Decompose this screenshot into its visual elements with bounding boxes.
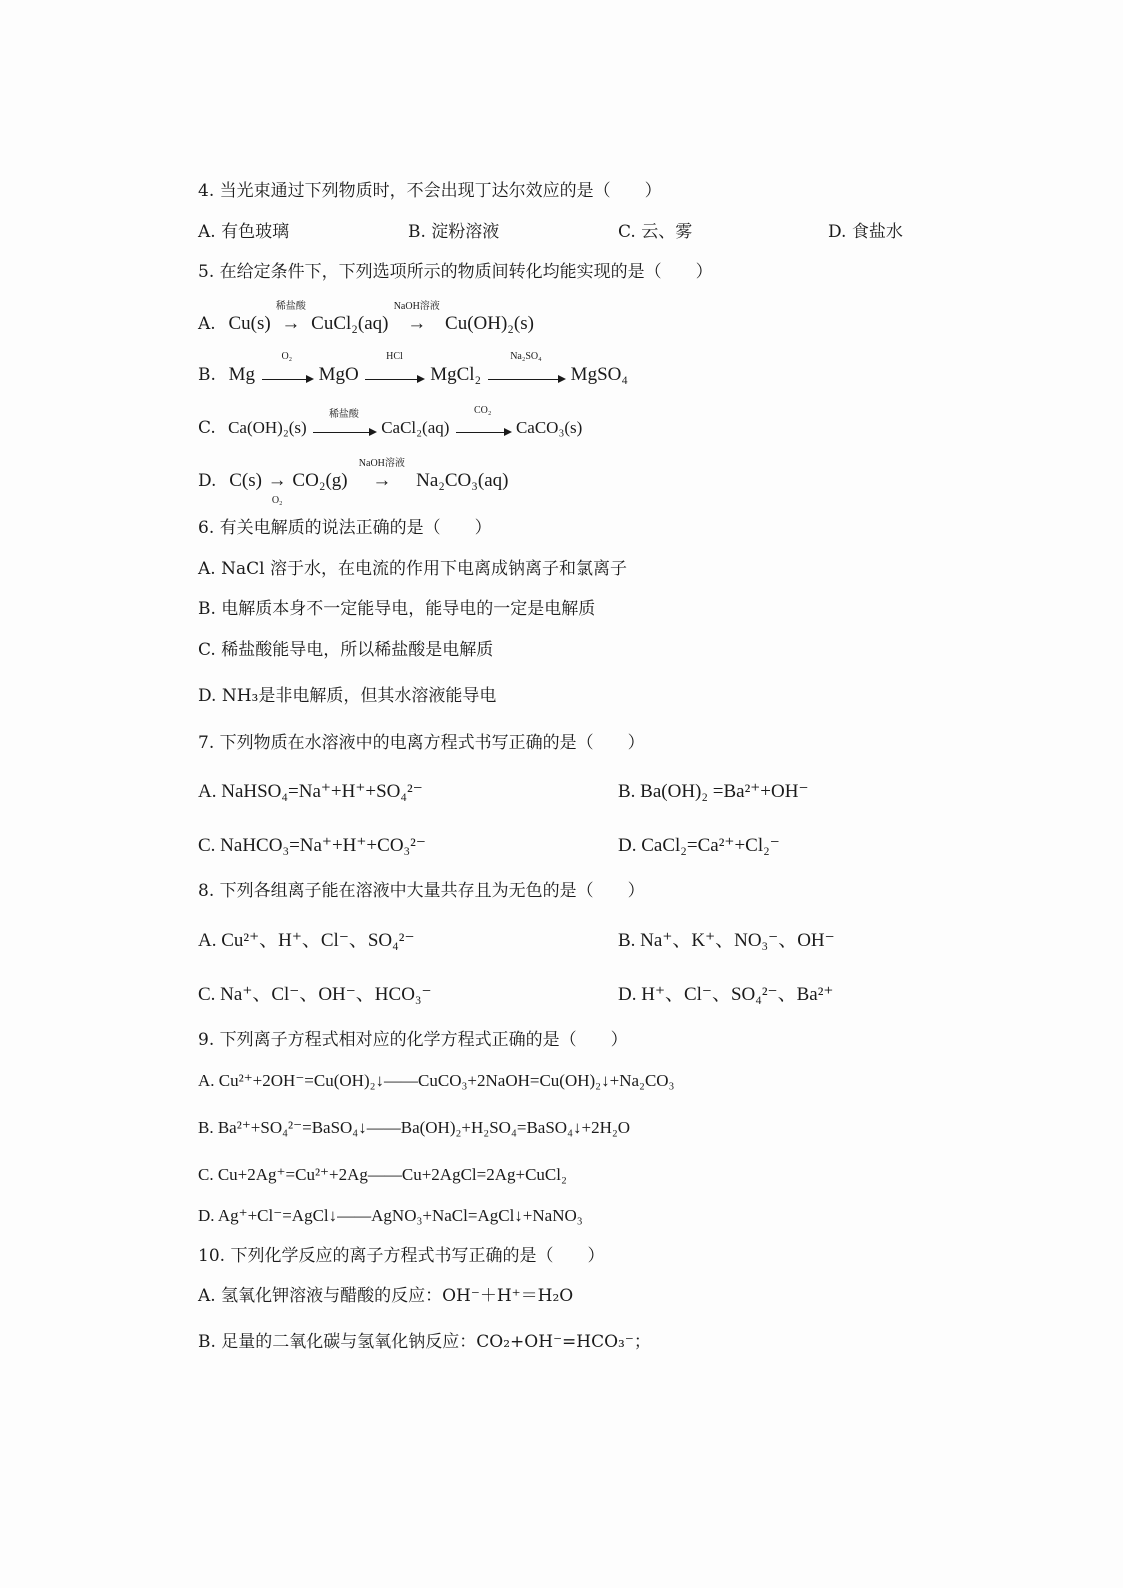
question-5-stem: 5. 在给定条件下，下列选项所示的物质间转化均能实现的是（ ） [198, 262, 713, 282]
q7-option-b: B. Ba(OH)₂ =Ba²⁺+OH⁻ [618, 781, 809, 802]
q7-option-d: D. CaCl₂=Ca²⁺+Cl₂⁻ [618, 835, 780, 856]
species: Cu(s) [228, 313, 271, 334]
arrow-condition: 稀盐酸 [328, 409, 359, 421]
q9-option-a: A. Cu²⁺+2OH⁻=Cu(OH)₂↓——CuCO₃+2NaOH=Cu(OH)₂↓+Na₂CO₃ [198, 1071, 675, 1090]
question-6-stem: 6. 有关电解质的说法正确的是（ ） [198, 518, 492, 538]
q5-option-a [198, 301, 534, 335]
arrow-condition: Na₂SO₄ [510, 350, 542, 362]
reaction-arrow [456, 405, 510, 439]
species: CuCl₂(aq) [311, 313, 389, 334]
q6-option-a: A. NaCl 溶于水，在电流的作用下电离成钠离子和氯离子 [198, 559, 627, 579]
reaction-arrow: → 稀盐酸 [281, 313, 300, 335]
q5-option-b [198, 350, 628, 387]
arrow-condition: NaOH溶液 [393, 301, 440, 312]
arrow-condition: 稀盐酸 [275, 301, 306, 312]
reaction-arrow: → NaOH溶液 [407, 313, 426, 335]
species: Mg [228, 364, 256, 385]
q10-option-b: B. 足量的二氧化碳与氢氧化钠反应：CO₂+OH⁻=HCO₃⁻； [198, 1332, 651, 1352]
question-4-stem: 4. 当光束通过下列物质时，不会出现丁达尔效应的是（ ） [198, 181, 662, 201]
q9-option-b: B. Ba²⁺+SO₄²⁻=BaSO₄↓——Ba(OH)₂+H₂SO₄=BaSO₄↓+2H₂O [198, 1118, 631, 1137]
option-label: D. [198, 471, 217, 491]
species: C(s) [229, 470, 262, 491]
question-10-stem: 10. 下列化学反应的离子方程式书写正确的是（ ） [198, 1246, 605, 1266]
q4-option-c: C. 云、雾 [618, 222, 693, 242]
arrow-condition: CO₂ [473, 405, 492, 417]
species: MgCl₂ [430, 364, 482, 385]
q7-option-a: A. NaHSO₄=Na⁺+H⁺+SO₄²⁻ [198, 781, 423, 802]
species: MgSO₄ [570, 364, 628, 385]
species: CO₂(g) [292, 470, 348, 491]
question-8-stem: 8. 下列各组离子能在溶液中大量共存且为无色的是（ ） [198, 881, 645, 901]
q5-option-c [198, 405, 583, 439]
arrow-condition: O₂ [281, 350, 293, 362]
arrow-condition: O₂ [271, 495, 283, 506]
q6-option-b: B. 电解质本身不一定能导电，能导电的一定是电解质 [198, 599, 596, 619]
reaction-arrow: → O₂ [268, 470, 287, 492]
species: Na₂CO₃(aq) [416, 470, 509, 491]
q8-option-c: C. Na⁺、Cl⁻、OH⁻、HCO₃⁻ [198, 984, 432, 1005]
option-label: B. [198, 365, 216, 385]
q4-option-b: B. 淀粉溶液 [408, 222, 500, 242]
q6-option-c: C. 稀盐酸能导电，所以稀盐酸是电解质 [198, 640, 494, 660]
arrow-condition: HCl [386, 350, 403, 362]
species: CaCO₃(s) [515, 418, 583, 437]
question-9-stem: 9. 下列离子方程式相对应的化学方程式正确的是（ ） [198, 1030, 628, 1050]
q4-option-d: D. 食盐水 [828, 222, 903, 242]
q6-option-d: D. NH₃是非电解质，但其水溶液能导电 [198, 686, 497, 706]
reaction-arrow [365, 350, 423, 387]
q9-option-c: C. Cu+2Ag⁺=Cu²⁺+2Ag——Cu+2AgCl=2Ag+CuCl₂ [198, 1165, 567, 1184]
species: Cu(OH)₂(s) [445, 313, 534, 334]
species: Ca(OH)₂(s) [228, 418, 307, 437]
q9-option-d: D. Ag⁺+Cl⁻=AgCl↓——AgNO₃+NaCl=AgCl↓+NaNO₃ [198, 1206, 583, 1225]
reaction-arrow [313, 409, 375, 439]
q5-option-d [198, 458, 509, 506]
option-label: A. [198, 314, 216, 334]
q8-option-a: A. Cu²⁺、H⁺、Cl⁻、SO₄²⁻ [198, 930, 415, 951]
reaction-arrow [262, 350, 312, 387]
q8-option-b: B. Na⁺、K⁺、NO₃⁻、OH⁻ [618, 930, 835, 951]
reaction-arrow [488, 350, 564, 387]
q7-option-c: C. NaHCO₃=Na⁺+H⁺+CO₃²⁻ [198, 835, 426, 856]
option-label: C. [198, 418, 216, 438]
q10-option-a: A. 氢氧化钾溶液与醋酸的反应：OH⁻＋H⁺＝H₂O [198, 1286, 574, 1306]
q4-option-a: A. 有色玻璃 [198, 222, 290, 242]
species: MgO [318, 364, 359, 385]
question-7-stem: 7. 下列物质在水溶液中的电离方程式书写正确的是（ ） [198, 733, 645, 753]
species: CaCl₂(aq) [381, 418, 450, 437]
reaction-arrow: → NaOH溶液 [372, 470, 391, 492]
arrow-condition: NaOH溶液 [358, 458, 405, 469]
q8-option-d: D. H⁺、Cl⁻、SO₄²⁻、Ba²⁺ [618, 984, 834, 1005]
